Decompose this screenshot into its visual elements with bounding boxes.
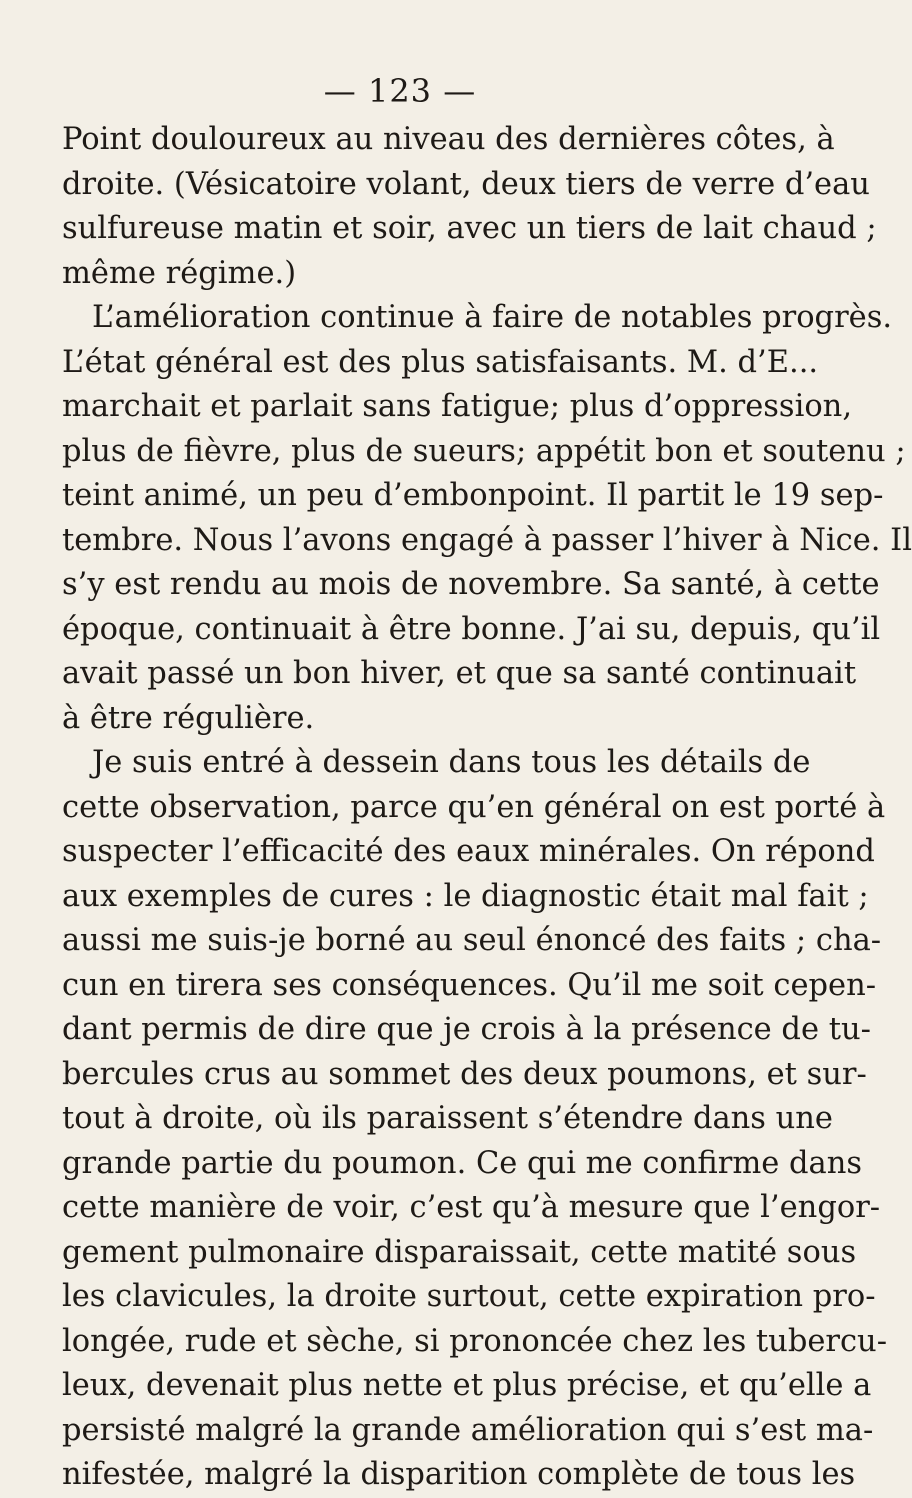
text-line: longée, rude et sèche, si prononcée chez les tubercu-	[62, 1323, 888, 1359]
text-line: suspecter l’efficacité des eaux minérales. On répond	[62, 834, 875, 869]
text-line: Point douloureux au niveau des dernières côtes, à	[62, 122, 835, 157]
text-line: L’état général est des plus satisfaisants. M. d’E...	[62, 344, 819, 380]
text-line: époque, continuait à être bonne. J’ai su, depuis, qu’il	[62, 611, 881, 647]
text-line: les clavicules, la droite surtout, cette expiration pro-	[62, 1279, 876, 1314]
body-text	[62, 118, 912, 1498]
text-line: avait passé un bon hiver, et que sa santé continuait	[62, 656, 857, 691]
text-line: cette observation, parce qu’en général on est porté à	[62, 789, 886, 825]
text-line: à être régulière.	[62, 700, 315, 736]
text-line: s’y est rendu au mois de novembre. Sa santé, à cette	[62, 567, 880, 602]
text-line: gement pulmonaire disparaissait, cette matité sous	[62, 1234, 857, 1270]
text-line: sulfureuse matin et soir, avec un tiers de lait chaud ;	[62, 211, 877, 246]
text-line: même régime.)	[62, 255, 297, 291]
page-number: — 123 —	[323, 72, 477, 110]
text-line: aussi me suis-je borné au seul énoncé des faits ; cha-	[62, 923, 882, 958]
text-line: tout à droite, où ils paraissent s’étendre dans une	[62, 1101, 833, 1136]
text-line: marchait et parlait sans fatigue; plus d’oppression,	[62, 389, 853, 424]
text-line: nifestée, malgré la disparition complète de tous les	[62, 1457, 856, 1492]
text-line: tembre. Nous l’avons engagé à passer l’hiver à Nice. Il	[62, 522, 912, 558]
text-line: leux, devenait plus nette et plus précise, et qu’elle a	[62, 1368, 872, 1403]
text-line: L’amélioration continue à faire de notables progrès.	[92, 300, 893, 335]
text-line: dant permis de dire que je crois à la présence de tu-	[62, 1012, 871, 1047]
text-line: persisté malgré la grande amélioration qui s’est ma-	[62, 1412, 874, 1448]
text-line: grande partie du poumon. Ce qui me confirme dans	[62, 1145, 862, 1181]
text-line: cette manière de voir, c’est qu’à mesure que l’engor-	[62, 1190, 881, 1225]
text-line: droite. (Vésicatoire volant, deux tiers de verre d’eau	[62, 166, 870, 202]
text-line: plus de fièvre, plus de sueurs; appétit bon et soutenu ;	[62, 433, 906, 469]
text-line: cun en tirera ses conséquences. Qu’il me soit cepen-	[62, 967, 877, 1003]
text-line: aux exemples de cures : le diagnostic était mal fait ;	[62, 878, 869, 914]
text-line: bercules crus au sommet des deux poumons, et sur-	[62, 1056, 867, 1092]
text-line: teint animé, un peu d’embonpoint. Il partit le 19 sep-	[62, 478, 884, 513]
text-line: Je suis entré à dessein dans tous les détails de	[92, 745, 811, 780]
